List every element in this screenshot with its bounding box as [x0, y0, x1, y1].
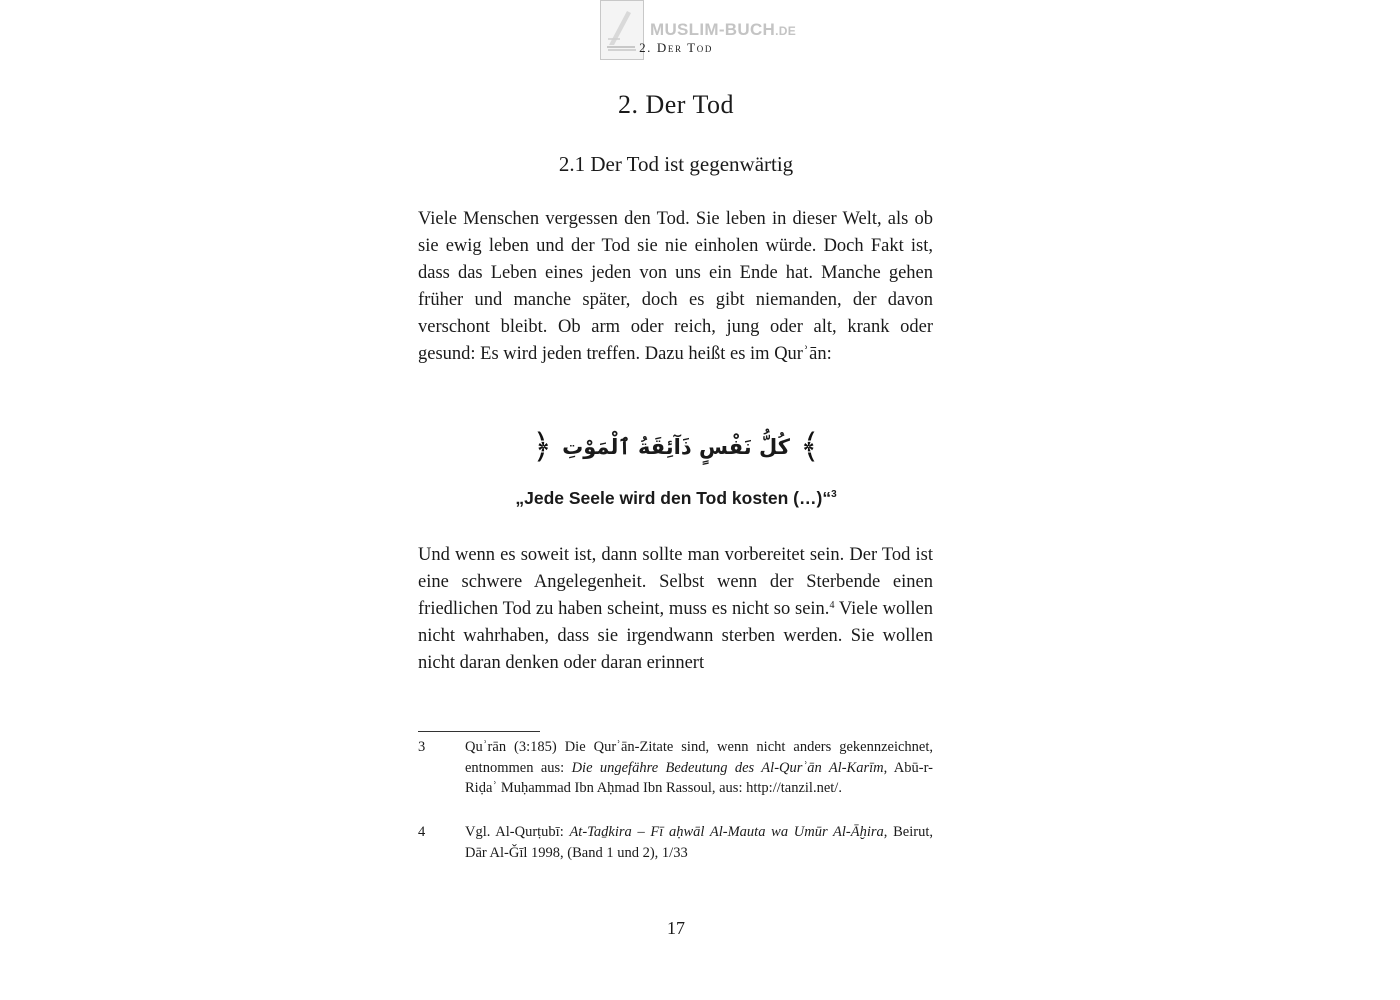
- footnote-ref-3[interactable]: 3: [831, 489, 837, 500]
- footnote-number: 3: [418, 739, 426, 755]
- quran-verse-arabic: [532, 422, 820, 472]
- verse-translation-text: „Jede Seele wird den Tod kosten (…)“: [515, 488, 832, 508]
- running-head: 2. Der Tod: [639, 40, 713, 55]
- verse-translation: [0, 488, 1352, 509]
- footnote-number: 4: [418, 824, 426, 840]
- verse-ornament-left: ﴿: [532, 427, 553, 467]
- chapter-title: 2. Der Tod: [617, 90, 735, 119]
- verse-ornament-right: ﴾: [799, 427, 820, 467]
- footnote-text: Quʾrān (3:185) Die Qurʾān-Zitate sind, wenn nicht anders gekennzeichnet, entnommen aus: Die ungefähre Bedeutung des Al-Qurʾān Al-Karīm, Abū-r-Riḍaʾ Muḥammad Ibn Aḥmad Ibn Rassoul, aus: http://tanzil.net/.: [465, 739, 933, 796]
- paragraph-death-preparation: [418, 542, 933, 677]
- verse-arabic-text: كُلُّ نَفْسٍ ذَآئِقَةُ ٱلْمَوْتِ: [562, 435, 790, 459]
- paragraph2-text: Und wenn es soweit ist, dann sollte man vorbereitet sein. Der Tod ist eine schwere Angelegenheit. Selbst wenn der Sterbende einen friedlichen Tod zu haben scheint, muss es nicht so sein.: [418, 545, 933, 619]
- footnote-ref-4[interactable]: 4: [829, 600, 835, 611]
- watermark-brand: MUSLIM-BUCH.DE: [650, 20, 797, 39]
- footnote-3: [418, 737, 933, 799]
- footnote-separator: [418, 731, 540, 732]
- section-title: 2.1 Der Tod ist gegenwärtig: [558, 152, 794, 176]
- footnote-text: Vgl. Al-Qurṭubī: At-Taḏkira – Fī aḥwāl Al-Mauta wa Umūr Al-Āḫira, Beirut, Dār Al-Ǧīl 1998, (Band 1 und 2), 1/33: [465, 824, 933, 861]
- paragraph-intro: Viele Menschen vergessen den Tod. Sie leben in dieser Welt, als ob sie ewig leben und der Tod sie nie einholen würde. Doch Fakt ist, dass das Leben eines jeden von uns ein Ende hat. Manche gehen früher und manche später, doch es gibt niemanden, der davon verschont bleibt. Ob arm oder reich, jung oder alt, krank oder gesund: Es wird jeden treffen. Dazu heißt es im Qurʾān:: [418, 209, 933, 364]
- footnote-4: [418, 822, 933, 863]
- paragraph2-continuation: Viele wollen nicht wahrhaben, dass sie irgendwann sterben werden. Sie wollen nicht daran denken oder daran erinnert: [418, 599, 933, 673]
- page-number: 17: [667, 918, 685, 938]
